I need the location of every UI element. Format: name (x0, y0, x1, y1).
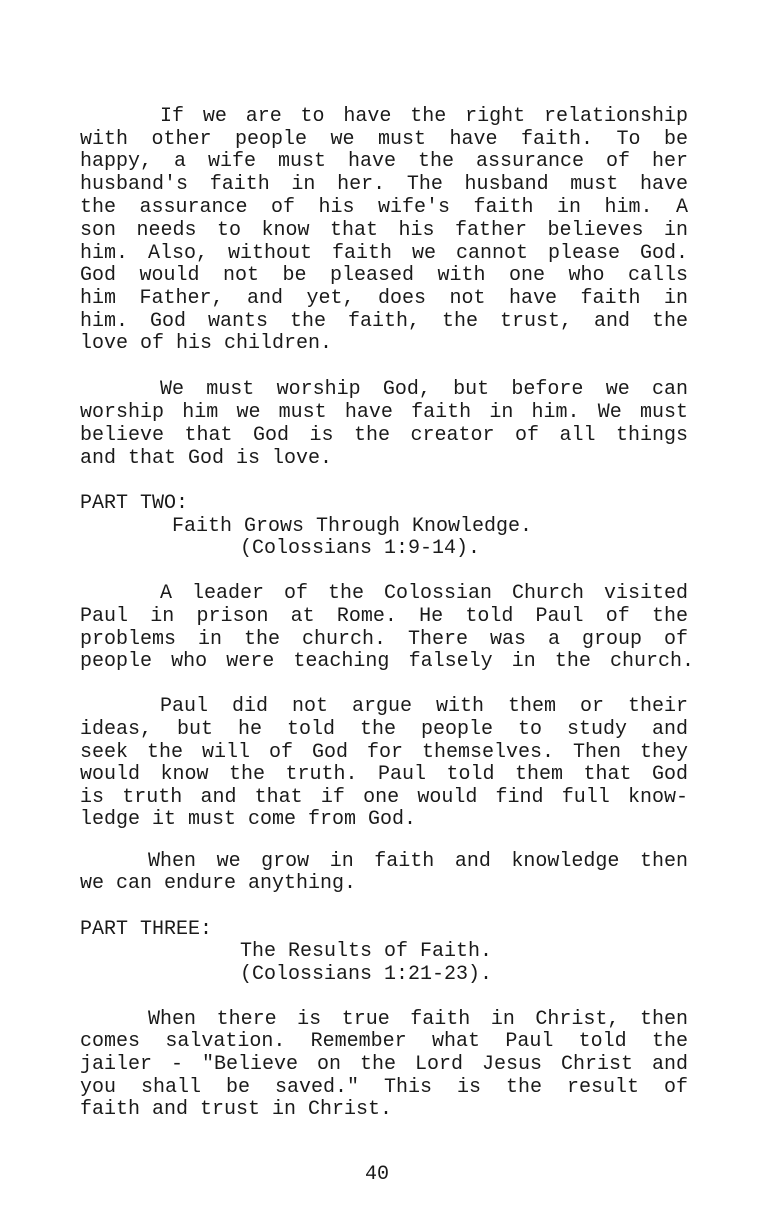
paragraph-line: seek the will of God for themselves. Then they (80, 741, 688, 764)
paragraph-line: Paul did not argue with them or their (160, 695, 688, 718)
paragraph-line: we can endure anything. (80, 872, 357, 895)
paragraph-line: ledge it must come from God. (80, 808, 417, 831)
paragraph-line: When we grow in faith and knowledge then (148, 850, 688, 873)
paragraph-line: worship him we must have faith in him. We must (80, 401, 688, 424)
page-number: 40 (365, 1163, 390, 1186)
scripture-reference: (Colossians 1:21-23). (240, 963, 493, 986)
paragraph-line: happy, a wife must have the assurance of her (80, 150, 688, 173)
section-label: PART TWO: (80, 492, 189, 515)
paragraph-line: We must worship God, but before we can (160, 378, 688, 401)
paragraph-line: him. God wants the faith, the trust, and the (80, 310, 688, 333)
paragraph-line: the assurance of his wife's faith in him. A (80, 196, 688, 219)
paragraph-line: ideas, but he told the people to study and (80, 718, 688, 741)
paragraph-line: people who were teaching falsely in the church. (80, 650, 694, 673)
paragraph-line: him. Also, without faith we cannot please God. (80, 242, 688, 265)
paragraph-line: and that God is love. (80, 447, 333, 470)
section-title: Faith Grows Through Knowledge. (172, 515, 533, 538)
paragraph-line: son needs to know that his father believes in (80, 219, 688, 242)
paragraph-line: him Father, and yet, does not have faith in (80, 287, 688, 310)
paragraph-line: is truth and that if one would find full know- (80, 786, 688, 809)
paragraph-line: you shall be saved." This is the result of (80, 1076, 688, 1099)
paragraph-line: with other people we must have faith. To be (80, 128, 688, 151)
paragraph-line: problems in the church. There was a group of (80, 628, 688, 651)
section-label: PART THREE: (80, 918, 213, 941)
scripture-reference: (Colossians 1:9-14). (240, 537, 481, 560)
paragraph-line: comes salvation. Remember what Paul told the (80, 1030, 688, 1053)
paragraph-line: A leader of the Colossian Church visited (160, 582, 688, 605)
section-title: The Results of Faith. (240, 940, 493, 963)
paragraph-line: Paul in prison at Rome. He told Paul of the (80, 605, 688, 628)
paragraph-line: faith and trust in Christ. (80, 1098, 393, 1121)
paragraph-line: jailer - "Believe on the Lord Jesus Christ and (80, 1053, 688, 1076)
paragraph-line: love of his children. (80, 332, 333, 355)
paragraph-line: believe that God is the creator of all things (80, 424, 688, 447)
paragraph-line: God would not be pleased with one who calls (80, 264, 688, 287)
paragraph-line: If we are to have the right relationship (160, 105, 688, 128)
paragraph-line: would know the truth. Paul told them that God (80, 763, 688, 786)
paragraph-line: husband's faith in her. The husband must have (80, 173, 688, 196)
paragraph-line: When there is true faith in Christ, then (148, 1008, 688, 1031)
